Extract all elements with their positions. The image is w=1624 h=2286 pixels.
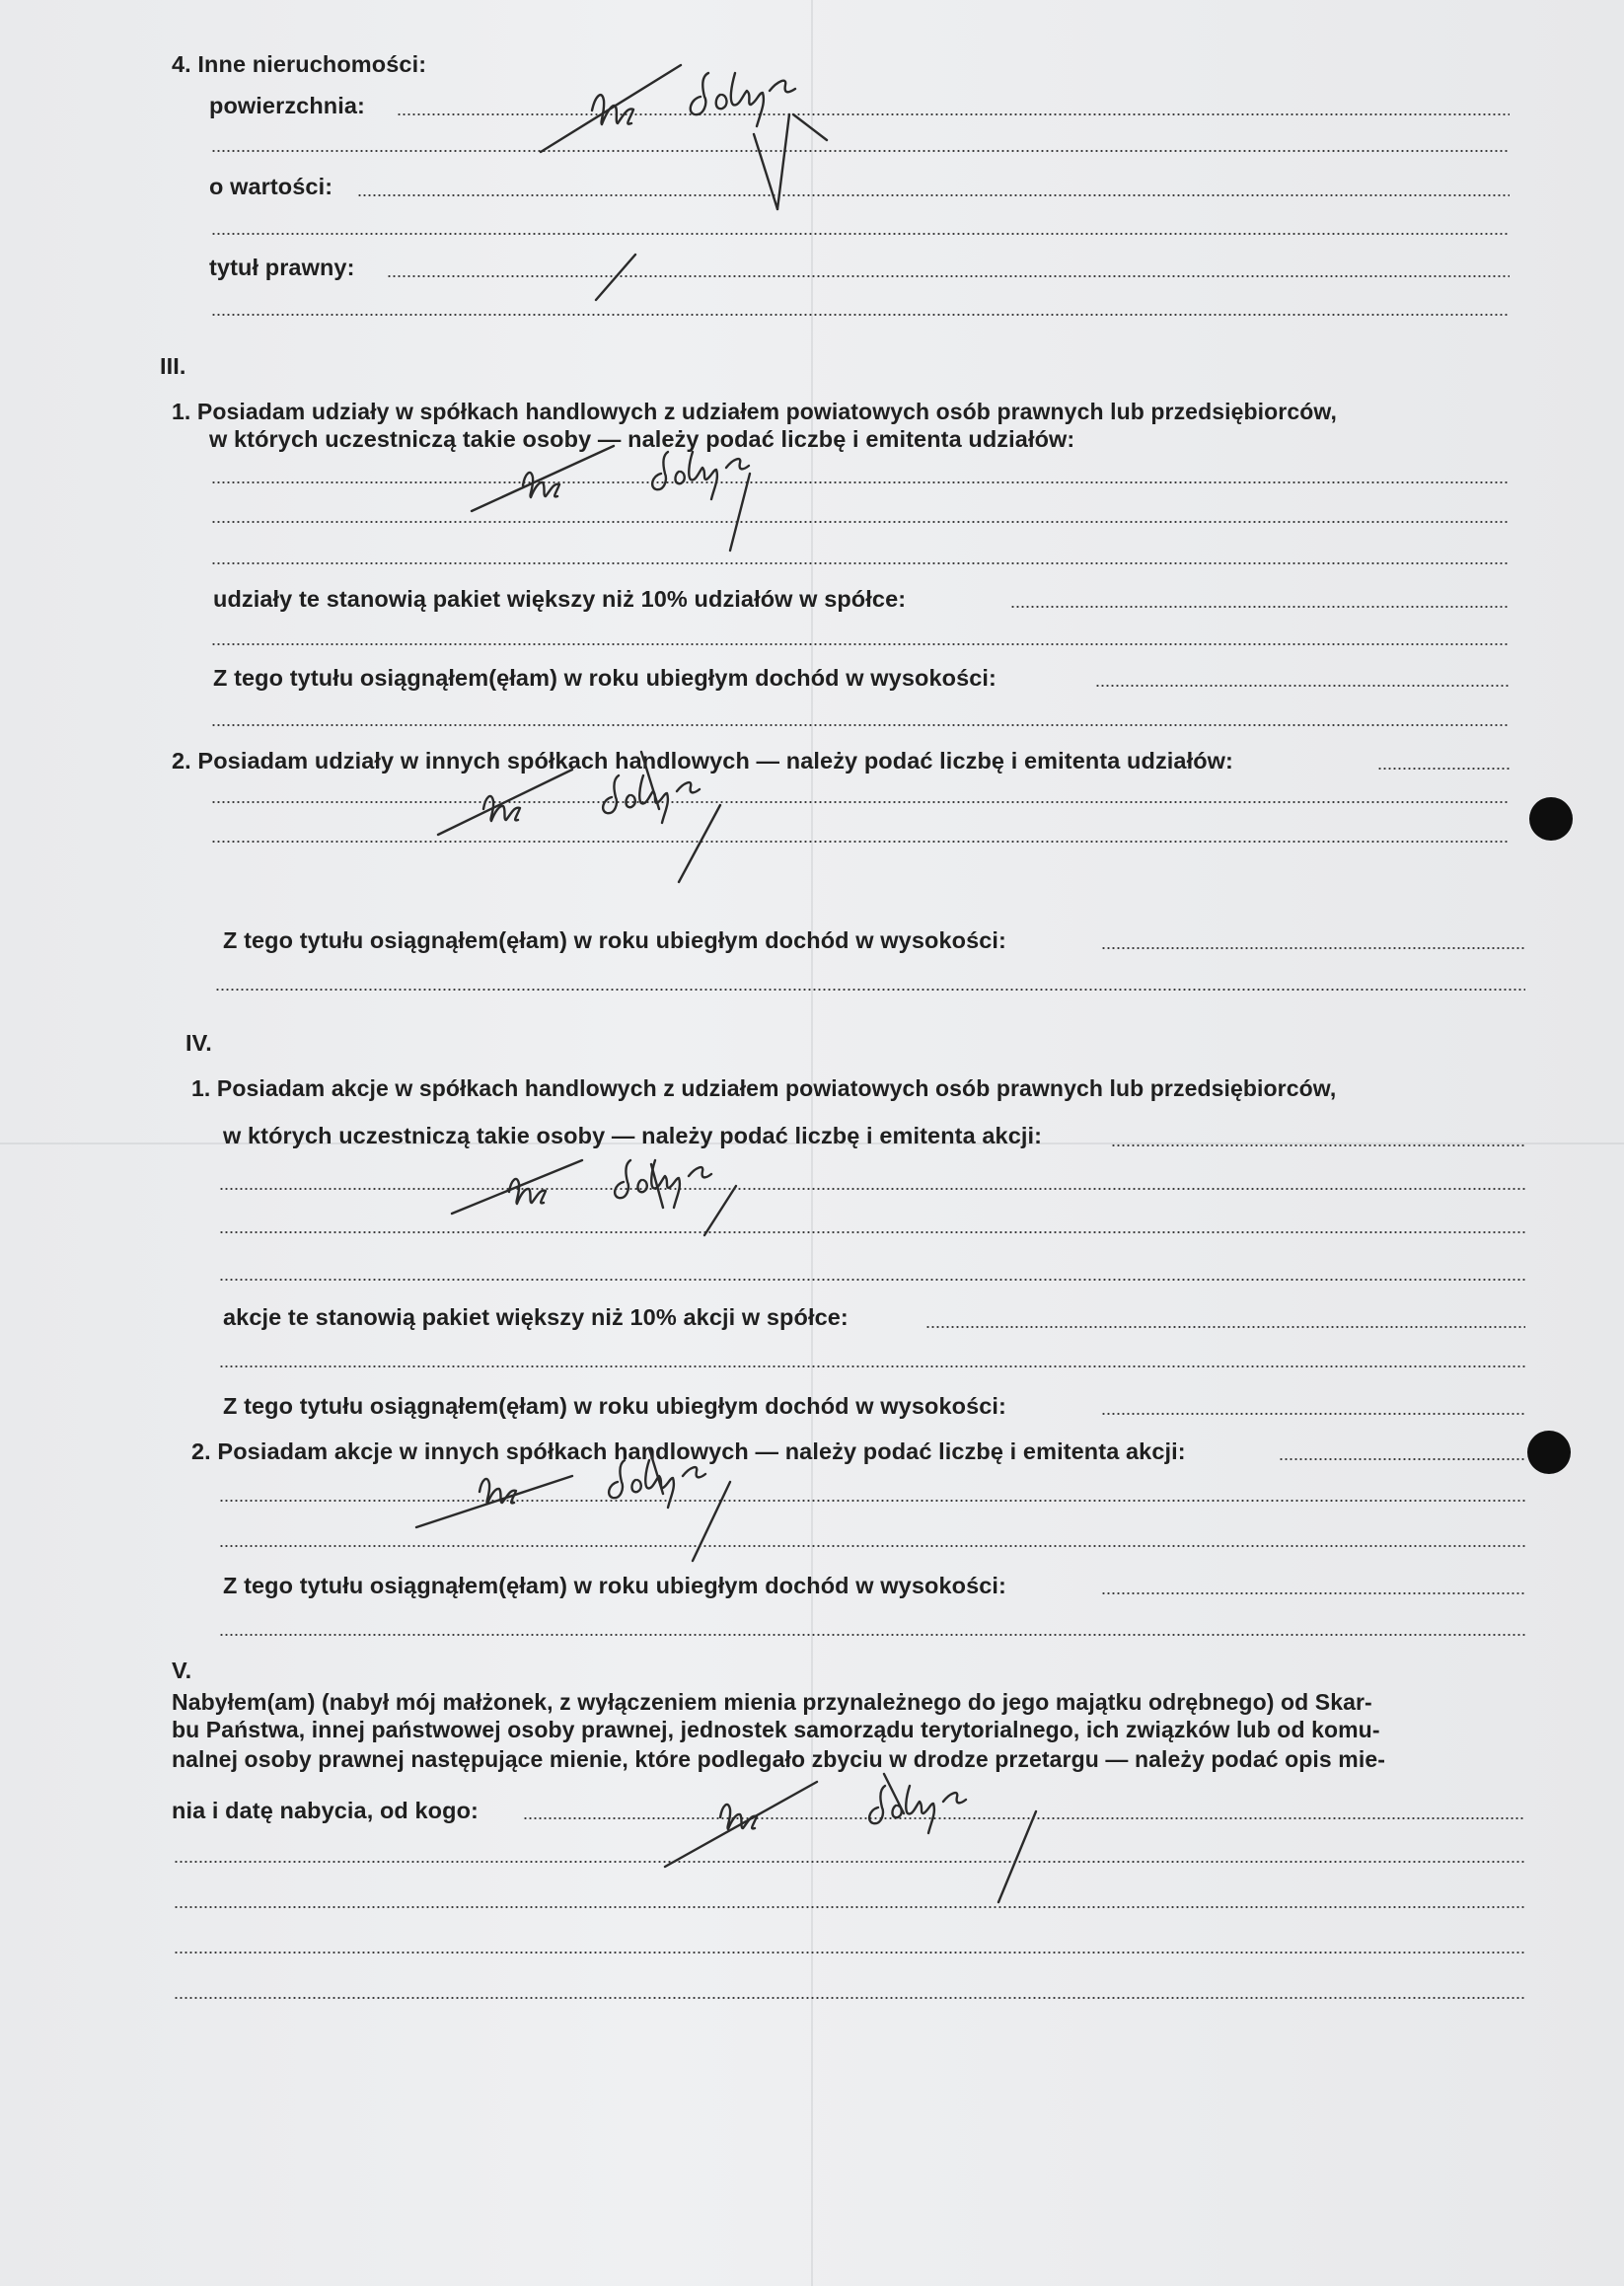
sec4-income1-label: Z tego tytułu osiągnąłem(ęłam) w roku ubiegłym dochód w wysokości: bbox=[223, 1393, 1006, 1419]
sec4-item1-line2: w których uczestniczą takie osoby — należy podać liczbę i emitenta akcji: bbox=[223, 1123, 1043, 1148]
sec4-income2-field-cont[interactable] bbox=[219, 1634, 1525, 1636]
value-label: o wartości: bbox=[209, 174, 333, 199]
sec3-item2-label: 2. Posiadam udziały w innych spółkach handlowych — należy podać liczbę i emitenta udziałów: bbox=[172, 748, 1233, 774]
sec4-income2-label: Z tego tytułu osiągnąłem(ęłam) w roku ubiegłym dochód w wysokości: bbox=[223, 1573, 1006, 1598]
handwritten-not-applicable-sig5 bbox=[405, 1442, 839, 1581]
sec3-income2-field-cont[interactable] bbox=[215, 989, 1525, 991]
sec4-item1-field[interactable] bbox=[1111, 1144, 1525, 1146]
sec5-line4: nia i datę nabycia, od kogo: bbox=[172, 1798, 479, 1823]
sec3-item2-field-1[interactable] bbox=[211, 801, 1510, 803]
sec3-income1-field[interactable] bbox=[1095, 685, 1510, 687]
sec4-item1-field-2[interactable] bbox=[219, 1231, 1525, 1233]
sec4-packet-field-cont[interactable] bbox=[219, 1365, 1525, 1367]
section-3-numeral: III. bbox=[160, 353, 186, 379]
sec4-item2-label: 2. Posiadam akcje w innych spółkach handlowych — należy podać liczbę i emitenta akcji: bbox=[191, 1438, 1186, 1464]
item4-heading: 4. Inne nieruchomości: bbox=[172, 51, 427, 77]
sec3-item2-field-2[interactable] bbox=[211, 841, 1510, 843]
sec3-item1-line2: w których uczestniczą takie osoby — należy podać liczbę i emitenta udziałów: bbox=[209, 426, 1075, 452]
sec3-item2-field[interactable] bbox=[1377, 768, 1510, 770]
sec4-income2-field[interactable] bbox=[1101, 1592, 1525, 1594]
legal-title-label: tytuł prawny: bbox=[209, 255, 355, 280]
sec5-field-3[interactable] bbox=[174, 1952, 1525, 1954]
handwritten-not-applicable-sig2 bbox=[464, 440, 878, 558]
section-4-numeral: IV. bbox=[185, 1030, 212, 1056]
sec3-income1-label: Z tego tytułu osiągnąłem(ęłam) w roku ubiegłym dochód w wysokości: bbox=[213, 665, 997, 691]
sec5-line3: nalnej osoby prawnej następujące mienie, które podlegało zbyciu w drodze przetargu — należy podać opis mie- bbox=[172, 1746, 1385, 1772]
sec4-item1-line1: 1. Posiadam akcje w spółkach handlowych z udziałem powiatowych osób prawnych lub przedsiębiorców, bbox=[191, 1075, 1337, 1101]
sec3-item1-field-3[interactable] bbox=[211, 562, 1510, 564]
sec4-income1-field[interactable] bbox=[1101, 1413, 1525, 1415]
sec5-line1: Nabyłem(am) (nabył mój małżonek, z wyłączeniem mienia przynależnego do jego majątku odrębnego) od Skar- bbox=[172, 1689, 1372, 1715]
area-label: powierzchnia: bbox=[209, 93, 365, 118]
sec4-packet-label: akcje te stanowią pakiet większy niż 10% akcji w spółce: bbox=[223, 1304, 849, 1330]
handwritten-not-applicable-sig4 bbox=[434, 1152, 868, 1290]
sec3-item1-line1: 1. Posiadam udziały w spółkach handlowych z udziałem powiatowych osób prawnych lub przedsiębiorców, bbox=[172, 399, 1338, 424]
sec3-income2-label: Z tego tytułu osiągnąłem(ęłam) w roku ubiegłym dochód w wysokości: bbox=[223, 927, 1006, 953]
punch-hole-top bbox=[1529, 797, 1573, 841]
sec3-packet-field-cont[interactable] bbox=[211, 643, 1510, 645]
sec5-field-4[interactable] bbox=[174, 1997, 1525, 1999]
handwritten-not-applicable-sig3 bbox=[424, 750, 839, 888]
sec5-line2: bu Państwa, innej państwowej osoby prawnej, jednostek samorządu terytorialnego, ich związków lub od komu- bbox=[172, 1717, 1380, 1742]
sec4-item1-field-3[interactable] bbox=[219, 1279, 1525, 1281]
sec3-income2-field[interactable] bbox=[1101, 947, 1525, 949]
sec3-packet-field[interactable] bbox=[1010, 606, 1510, 608]
sec4-item2-field[interactable] bbox=[1279, 1458, 1525, 1460]
handwritten-not-applicable-sig6 bbox=[651, 1768, 1105, 1916]
handwritten-not-applicable-sig1 bbox=[533, 61, 1006, 328]
sec3-income1-field-cont[interactable] bbox=[211, 724, 1510, 726]
sec4-item1-field-1[interactable] bbox=[219, 1188, 1525, 1190]
sec4-packet-field[interactable] bbox=[925, 1326, 1525, 1328]
punch-hole-bottom bbox=[1527, 1431, 1571, 1474]
section-5-numeral: V. bbox=[172, 1658, 192, 1683]
sec3-packet-label: udziały te stanowią pakiet większy niż 10% udziałów w spółce: bbox=[213, 586, 907, 612]
